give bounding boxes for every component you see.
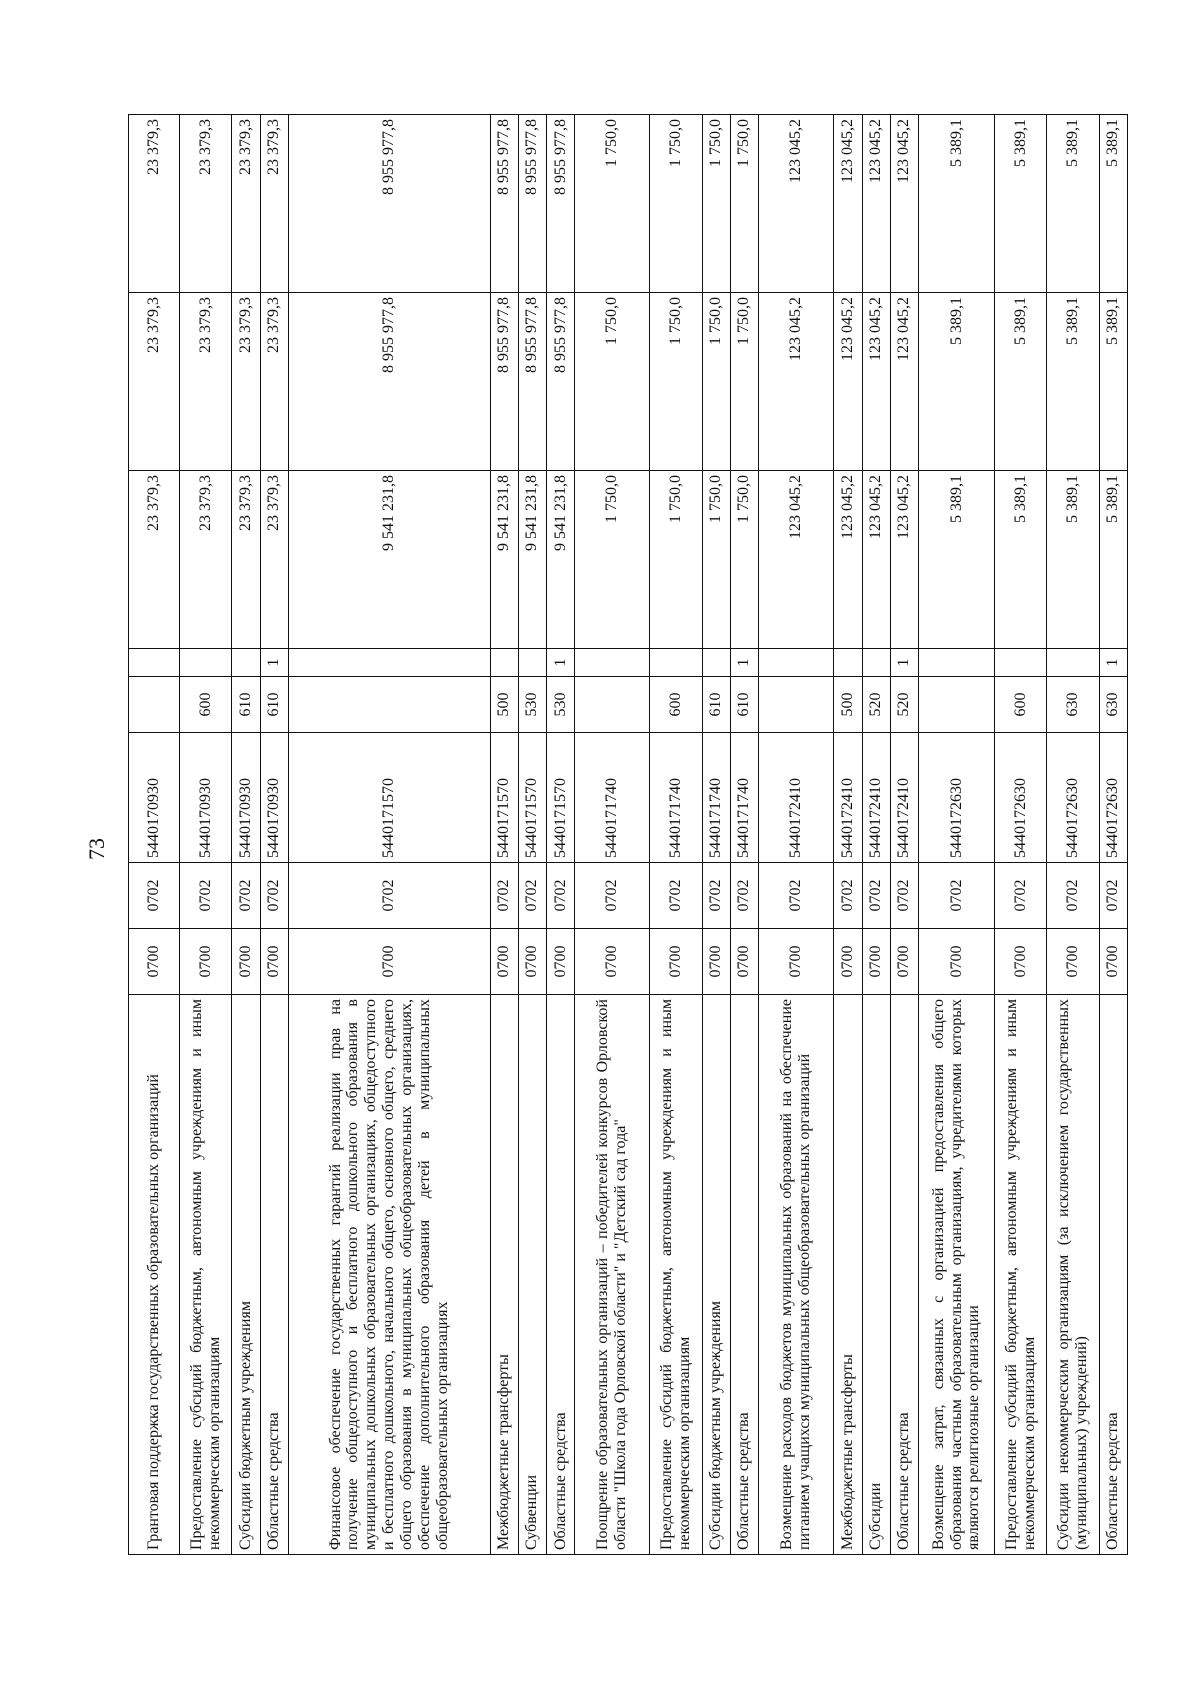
funding-mark bbox=[702, 649, 730, 677]
expense-type-code: 630 bbox=[1047, 677, 1099, 733]
row-description: Субсидии бюджетным учреждениям bbox=[232, 995, 260, 1555]
section-code: 0700 bbox=[518, 929, 546, 995]
amount-year-1: 1 750,0 bbox=[730, 471, 758, 649]
amount-year-1: 123 045,2 bbox=[759, 471, 834, 649]
amount-year-2: 1 750,0 bbox=[702, 293, 730, 471]
amount-year-2: 5 389,1 bbox=[1099, 293, 1127, 471]
amount-year-2: 123 045,2 bbox=[834, 293, 862, 471]
table-row bbox=[490, 115, 518, 1555]
section-code: 0700 bbox=[575, 929, 650, 995]
amount-year-1: 123 045,2 bbox=[862, 471, 890, 649]
row-description: Возмещение расходов бюджетов муниципальных образований на обеспечение питанием учащихся муниципальных общеобразовательных организаций bbox=[759, 995, 834, 1555]
table-row bbox=[518, 115, 546, 1555]
amount-year-3: 1 750,0 bbox=[575, 115, 650, 293]
amount-year-3: 5 389,1 bbox=[1099, 115, 1127, 293]
amount-year-1: 5 389,1 bbox=[995, 471, 1047, 649]
subsection-code: 0702 bbox=[1099, 863, 1127, 929]
row-description: Межбюджетные трансферты bbox=[834, 995, 862, 1555]
target-article-code: 5440172410 bbox=[759, 733, 834, 863]
expense-type-code: 520 bbox=[890, 677, 918, 733]
amount-year-3: 123 045,2 bbox=[890, 115, 918, 293]
amount-year-2: 8 955 977,8 bbox=[490, 293, 518, 471]
row-description: Предоставление субсидий бюджетным, автономным учреждениям и иным некоммерческим организациям bbox=[180, 995, 232, 1555]
funding-mark: 1 bbox=[1099, 649, 1127, 677]
amount-year-1: 5 389,1 bbox=[1047, 471, 1099, 649]
amount-year-3: 123 045,2 bbox=[834, 115, 862, 293]
expense-type-code: 610 bbox=[232, 677, 260, 733]
amount-year-3: 8 955 977,8 bbox=[490, 115, 518, 293]
target-article-code: 5440171570 bbox=[490, 733, 518, 863]
subsection-code: 0702 bbox=[260, 863, 288, 929]
amount-year-3: 1 750,0 bbox=[702, 115, 730, 293]
subsection-code: 0702 bbox=[890, 863, 918, 929]
target-article-code: 5440170930 bbox=[129, 733, 180, 863]
amount-year-2: 1 750,0 bbox=[575, 293, 650, 471]
section-code: 0700 bbox=[862, 929, 890, 995]
funding-mark bbox=[650, 649, 702, 677]
amount-year-3: 1 750,0 bbox=[730, 115, 758, 293]
funding-mark bbox=[180, 649, 232, 677]
row-description: Субвенции bbox=[518, 995, 546, 1555]
table-row bbox=[232, 115, 260, 1555]
row-description: Грантовая поддержка государственных образовательных организаций bbox=[129, 995, 180, 1555]
table-row bbox=[260, 115, 288, 1555]
amount-year-1: 5 389,1 bbox=[1099, 471, 1127, 649]
target-article-code: 5440172630 bbox=[918, 733, 994, 863]
amount-year-1: 1 750,0 bbox=[702, 471, 730, 649]
amount-year-1: 123 045,2 bbox=[834, 471, 862, 649]
funding-mark bbox=[834, 649, 862, 677]
rotated-table-wrapper bbox=[128, 115, 1128, 1555]
expense-type-code bbox=[575, 677, 650, 733]
amount-year-3: 5 389,1 bbox=[1047, 115, 1099, 293]
section-code: 0700 bbox=[1099, 929, 1127, 995]
section-code: 0700 bbox=[730, 929, 758, 995]
expense-type-code: 600 bbox=[995, 677, 1047, 733]
amount-year-3: 8 955 977,8 bbox=[288, 115, 490, 293]
subsection-code: 0702 bbox=[232, 863, 260, 929]
amount-year-2: 1 750,0 bbox=[730, 293, 758, 471]
target-article-code: 5440172630 bbox=[995, 733, 1047, 863]
target-article-code: 5440171570 bbox=[546, 733, 574, 863]
amount-year-3: 123 045,2 bbox=[862, 115, 890, 293]
amount-year-3: 1 750,0 bbox=[650, 115, 702, 293]
target-article-code: 5440171570 bbox=[518, 733, 546, 863]
subsection-code: 0702 bbox=[1047, 863, 1099, 929]
section-code: 0700 bbox=[288, 929, 490, 995]
table-row bbox=[288, 115, 490, 1555]
page-number: 73 bbox=[84, 838, 109, 860]
amount-year-3: 8 955 977,8 bbox=[518, 115, 546, 293]
amount-year-2: 8 955 977,8 bbox=[546, 293, 574, 471]
amount-year-2: 5 389,1 bbox=[918, 293, 994, 471]
section-code: 0700 bbox=[232, 929, 260, 995]
target-article-code: 5440171740 bbox=[702, 733, 730, 863]
amount-year-3: 5 389,1 bbox=[995, 115, 1047, 293]
target-article-code: 5440171740 bbox=[730, 733, 758, 863]
funding-mark bbox=[288, 649, 490, 677]
funding-mark bbox=[490, 649, 518, 677]
amount-year-2: 23 379,3 bbox=[260, 293, 288, 471]
amount-year-1: 9 541 231,8 bbox=[546, 471, 574, 649]
section-code: 0700 bbox=[890, 929, 918, 995]
table-row bbox=[918, 115, 994, 1555]
section-code: 0700 bbox=[180, 929, 232, 995]
amount-year-2: 123 045,2 bbox=[890, 293, 918, 471]
amount-year-2: 1 750,0 bbox=[650, 293, 702, 471]
table-row bbox=[180, 115, 232, 1555]
amount-year-3: 23 379,3 bbox=[129, 115, 180, 293]
amount-year-1: 5 389,1 bbox=[918, 471, 994, 649]
funding-mark: 1 bbox=[890, 649, 918, 677]
amount-year-3: 8 955 977,8 bbox=[546, 115, 574, 293]
expense-type-code bbox=[129, 677, 180, 733]
section-code: 0700 bbox=[129, 929, 180, 995]
funding-mark bbox=[232, 649, 260, 677]
expense-type-code: 600 bbox=[650, 677, 702, 733]
target-article-code: 5440170930 bbox=[232, 733, 260, 863]
amount-year-1: 23 379,3 bbox=[232, 471, 260, 649]
amount-year-3: 23 379,3 bbox=[232, 115, 260, 293]
table-row bbox=[759, 115, 834, 1555]
table-row bbox=[1047, 115, 1099, 1555]
table-row bbox=[834, 115, 862, 1555]
table-row bbox=[129, 115, 180, 1555]
table-row bbox=[1099, 115, 1127, 1555]
funding-mark bbox=[862, 649, 890, 677]
funding-mark: 1 bbox=[546, 649, 574, 677]
funding-mark bbox=[759, 649, 834, 677]
section-code: 0700 bbox=[918, 929, 994, 995]
row-description: Межбюджетные трансферты bbox=[490, 995, 518, 1555]
expense-type-code: 610 bbox=[730, 677, 758, 733]
funding-mark bbox=[1047, 649, 1099, 677]
target-article-code: 5440171570 bbox=[288, 733, 490, 863]
target-article-code: 5440172410 bbox=[890, 733, 918, 863]
subsection-code: 0702 bbox=[702, 863, 730, 929]
target-article-code: 5440172630 bbox=[1047, 733, 1099, 863]
row-description: Областные средства bbox=[1099, 995, 1127, 1555]
table-row bbox=[650, 115, 702, 1555]
amount-year-1: 9 541 231,8 bbox=[288, 471, 490, 649]
target-article-code: 5440172410 bbox=[862, 733, 890, 863]
subsection-code: 0702 bbox=[995, 863, 1047, 929]
amount-year-1: 23 379,3 bbox=[260, 471, 288, 649]
row-description: Субсидии бюджетным учреждениям bbox=[702, 995, 730, 1555]
funding-mark bbox=[518, 649, 546, 677]
section-code: 0700 bbox=[650, 929, 702, 995]
subsection-code: 0702 bbox=[862, 863, 890, 929]
budget-table bbox=[128, 114, 1128, 1555]
table-row bbox=[546, 115, 574, 1555]
amount-year-3: 5 389,1 bbox=[918, 115, 994, 293]
amount-year-2: 123 045,2 bbox=[862, 293, 890, 471]
amount-year-1: 1 750,0 bbox=[650, 471, 702, 649]
subsection-code: 0702 bbox=[918, 863, 994, 929]
target-article-code: 5440172410 bbox=[834, 733, 862, 863]
table-row bbox=[995, 115, 1047, 1555]
target-article-code: 5440171740 bbox=[650, 733, 702, 863]
row-description: Областные средства bbox=[260, 995, 288, 1555]
section-code: 0700 bbox=[759, 929, 834, 995]
subsection-code: 0702 bbox=[518, 863, 546, 929]
amount-year-2: 8 955 977,8 bbox=[288, 293, 490, 471]
section-code: 0700 bbox=[260, 929, 288, 995]
amount-year-2: 23 379,3 bbox=[180, 293, 232, 471]
subsection-code: 0702 bbox=[490, 863, 518, 929]
row-description: Предоставление субсидий бюджетным, автономным учреждениям и иным некоммерческим организациям bbox=[650, 995, 702, 1555]
row-description: Возмещение затрат, связанных с организацией предоставления общего образования частным образовательным организациям, учредителями которых являются религиозные организации bbox=[918, 995, 994, 1555]
funding-mark: 1 bbox=[730, 649, 758, 677]
subsection-code: 0702 bbox=[288, 863, 490, 929]
row-description: Областные средства bbox=[730, 995, 758, 1555]
funding-mark bbox=[129, 649, 180, 677]
expense-type-code: 500 bbox=[490, 677, 518, 733]
amount-year-2: 8 955 977,8 bbox=[518, 293, 546, 471]
row-description: Субсидии bbox=[862, 995, 890, 1555]
table-row bbox=[575, 115, 650, 1555]
subsection-code: 0702 bbox=[180, 863, 232, 929]
section-code: 0700 bbox=[546, 929, 574, 995]
row-description: Областные средства bbox=[546, 995, 574, 1555]
row-description: Субсидии некоммерческим организациям (за исключением государственных (муниципальных) учреждений) bbox=[1047, 995, 1099, 1555]
table-row bbox=[702, 115, 730, 1555]
expense-type-code: 630 bbox=[1099, 677, 1127, 733]
expense-type-code bbox=[288, 677, 490, 733]
amount-year-2: 5 389,1 bbox=[995, 293, 1047, 471]
expense-type-code: 610 bbox=[260, 677, 288, 733]
amount-year-2: 23 379,3 bbox=[232, 293, 260, 471]
amount-year-1: 9 541 231,8 bbox=[518, 471, 546, 649]
subsection-code: 0702 bbox=[834, 863, 862, 929]
expense-type-code: 600 bbox=[180, 677, 232, 733]
target-article-code: 5440170930 bbox=[260, 733, 288, 863]
section-code: 0700 bbox=[995, 929, 1047, 995]
section-code: 0700 bbox=[834, 929, 862, 995]
subsection-code: 0702 bbox=[129, 863, 180, 929]
expense-type-code: 530 bbox=[518, 677, 546, 733]
row-description: Областные средства bbox=[890, 995, 918, 1555]
amount-year-1: 123 045,2 bbox=[890, 471, 918, 649]
subsection-code: 0702 bbox=[759, 863, 834, 929]
row-description: Предоставление субсидий бюджетным, автономным учреждениям и иным некоммерческим организациям bbox=[995, 995, 1047, 1555]
subsection-code: 0702 bbox=[730, 863, 758, 929]
table-row bbox=[890, 115, 918, 1555]
target-article-code: 5440172630 bbox=[1099, 733, 1127, 863]
row-description: Поощрение образовательных организаций – победителей конкурсов Орловской области "Школа года Орловской области" и "Детский сад года" bbox=[575, 995, 650, 1555]
subsection-code: 0702 bbox=[650, 863, 702, 929]
amount-year-1: 9 541 231,8 bbox=[490, 471, 518, 649]
amount-year-1: 23 379,3 bbox=[129, 471, 180, 649]
expense-type-code: 610 bbox=[702, 677, 730, 733]
row-description: Финансовое обеспечение государственных гарантий реализации прав на получение общедоступного и бесплатного дошкольного образования в муниципальных дошкольных образовательных организациях, общедоступного и бесплатного дошкольного, начального общего, основного общего, среднего общего образования в муниципальных общеобразовательных организациях, обеспечение дополнительного образования детей в муниципальных общеобразовательных организациях bbox=[288, 995, 490, 1555]
amount-year-3: 23 379,3 bbox=[180, 115, 232, 293]
expense-type-code: 520 bbox=[862, 677, 890, 733]
funding-mark: 1 bbox=[260, 649, 288, 677]
funding-mark bbox=[918, 649, 994, 677]
expense-type-code bbox=[918, 677, 994, 733]
section-code: 0700 bbox=[702, 929, 730, 995]
amount-year-1: 1 750,0 bbox=[575, 471, 650, 649]
section-code: 0700 bbox=[1047, 929, 1099, 995]
target-article-code: 5440171740 bbox=[575, 733, 650, 863]
expense-type-code: 530 bbox=[546, 677, 574, 733]
amount-year-2: 5 389,1 bbox=[1047, 293, 1099, 471]
amount-year-2: 123 045,2 bbox=[759, 293, 834, 471]
section-code: 0700 bbox=[490, 929, 518, 995]
table-row bbox=[730, 115, 758, 1555]
table-row bbox=[862, 115, 890, 1555]
subsection-code: 0702 bbox=[546, 863, 574, 929]
expense-type-code bbox=[759, 677, 834, 733]
target-article-code: 5440170930 bbox=[180, 733, 232, 863]
subsection-code: 0702 bbox=[575, 863, 650, 929]
funding-mark bbox=[995, 649, 1047, 677]
amount-year-3: 23 379,3 bbox=[260, 115, 288, 293]
expense-type-code: 500 bbox=[834, 677, 862, 733]
amount-year-1: 23 379,3 bbox=[180, 471, 232, 649]
funding-mark bbox=[575, 649, 650, 677]
amount-year-2: 23 379,3 bbox=[129, 293, 180, 471]
amount-year-3: 123 045,2 bbox=[759, 115, 834, 293]
